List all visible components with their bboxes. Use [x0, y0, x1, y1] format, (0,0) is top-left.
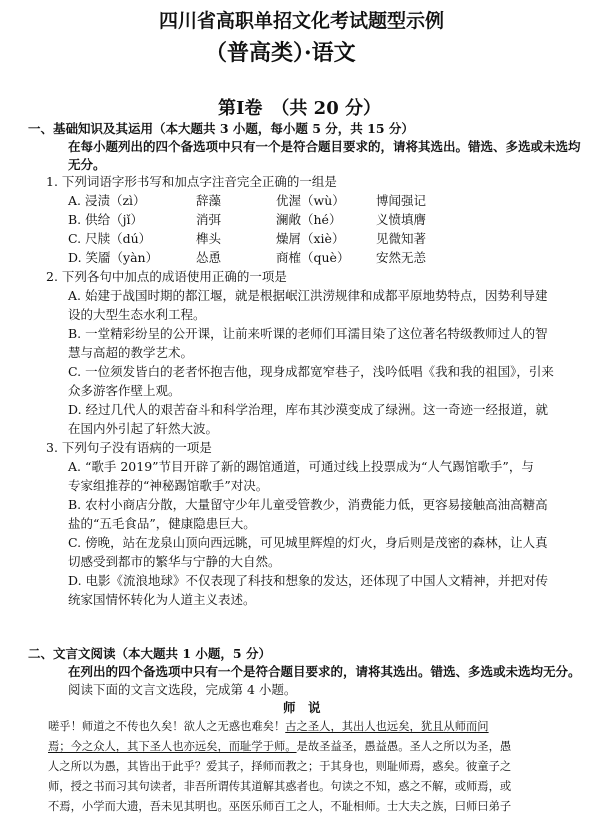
- underlined-passage-cont: 焉；今之众人，其下圣人也亦远矣，而耻学于师。: [48, 740, 297, 753]
- section2-instruction: 在列出的四个备选项中只有一个是符合题目要求的，请将其选出。错选、多选或未选均无分。: [68, 664, 581, 679]
- q1-option-c: C. 尺牍（dú）: [68, 231, 152, 246]
- q3-option-c: C. 傍晚，站在龙泉山顶向西远眺，可见城里辉煌的灯火，身后则是茂密的森林，让人真: [68, 535, 548, 550]
- section2-lead: 阅读下面的文言文选段，完成第 4 小题。: [68, 682, 297, 697]
- q2-option-c-cont: 众多游客作壁上观。: [68, 383, 181, 398]
- q1-option-a-word3: 优渥（wù）: [276, 193, 345, 208]
- q1-stem: 1. 下列词语字形书写和加点字注音完全正确的一组是: [46, 174, 337, 189]
- section1-heading: 一、基础知识及其运用（本大题共 3 小题，每小题 5 分，共 15 分）: [28, 121, 414, 136]
- essay-title: 师 说: [283, 700, 321, 715]
- q1-option-c-word2: 榫头: [196, 231, 222, 246]
- essay-line-1: 嗟乎！师道之不传也久矣！欲人之无惑也难矣！古之圣人，其出人也远矣，犹且从师而问: [48, 720, 489, 733]
- q1-option-d-word4: 安然无恙: [376, 250, 427, 265]
- essay-line-3: 人之所以为愚，其皆出于此乎？爱其子，择师而教之；于其身也，则耻师焉，惑矣。彼童子之: [48, 760, 512, 773]
- section1-instruction-cont: 无分。: [68, 157, 106, 172]
- q2-option-c: C. 一位须发皆白的老者怀抱吉他，现身成都宽窄巷子，浅吟低唱《我和我的祖国》，引来: [68, 364, 554, 379]
- q1-option-a-word2: 辞藻: [196, 193, 222, 208]
- exam-subtitle: （普高类）·语文: [205, 40, 356, 66]
- q1-option-b-word3: 澜敞（hé）: [276, 212, 342, 227]
- q1-option-a-word4: 博闻强记: [376, 193, 427, 208]
- q3-option-b: B. 农村小商店分散，大量留守少年儿童受管教少，消费能力低，更容易接触高油高糖高: [68, 497, 548, 512]
- q2-option-a: A. 始建于战国时期的都江堰，就是根据岷江洪涝规律和成都平原地势特点，因势利导建: [68, 288, 548, 303]
- section2-heading: 二、文言文阅读（本大题共 1 小题，5 分）: [28, 646, 271, 661]
- q1-option-a: A. 浸渍（zì）: [68, 193, 146, 208]
- q2-option-b-cont: 慧与高超的教学艺术。: [68, 345, 194, 360]
- section1-instruction: 在每小题列出的四个备选项中只有一个是符合题目要求的，请将其选出。错选、多选或未选均: [68, 139, 581, 154]
- q1-option-d-word2: 怂恿: [196, 250, 222, 265]
- essay-line-4: 师，授之书而习其句读者，非吾所谓传其道解其惑者也。句读之不知，惑之不解，或师焉，或: [48, 780, 512, 793]
- q1-option-c-word4: 见微知著: [376, 231, 427, 246]
- q1-option-c-word3: 燥屑（xiè）: [276, 231, 345, 246]
- q2-option-a-cont: 设的大型生态水利工程。: [68, 307, 206, 322]
- q1-option-b-word4: 义愤填膺: [376, 212, 427, 227]
- q1-option-d: D. 笑靥（yàn）: [68, 250, 159, 265]
- q3-option-a: A. “歌手 2019”节目开辟了新的踢馆通道，可通过线上投票成为“人气踢馆歌手”，与: [68, 459, 534, 474]
- volume-heading: 第Ⅰ卷 （共 20 分）: [218, 98, 382, 119]
- q2-option-d-cont: 在国内外引起了轩然大波。: [68, 421, 219, 436]
- underlined-passage: 古之圣人，其出人也远矣，犹且从师而问: [285, 720, 489, 733]
- q2-option-b: B. 一堂精彩纷呈的公开课，让前来听课的老师们耳濡目染了这位著名特级教师过人的智: [68, 326, 548, 341]
- essay-line-5: 不焉，小学而大遗，吾未见其明也。巫医乐师百工之人，不耻相师。士大夫之族，曰师曰弟子: [48, 800, 512, 813]
- q3-option-c-cont: 切感受到都市的繁华与宁静的大自然。: [68, 554, 281, 569]
- q3-stem: 3. 下列句子没有语病的一项是: [46, 440, 212, 455]
- q1-option-d-word3: 商榷（què）: [276, 250, 350, 265]
- q3-option-d: D. 电影《流浪地球》不仅表现了科技和想象的发达，还体现了中国人文精神，并把对传: [68, 573, 549, 588]
- essay-line-2: 焉；今之众人，其下圣人也亦远矣，而耻学于师。是故圣益圣，愚益愚。圣人之所以为圣，愚: [48, 740, 512, 753]
- q2-option-d: D. 经过几代人的艰苦奋斗和科学治理，库布其沙漠变成了绿洲。这一奇迹一经报道，就: [68, 402, 549, 417]
- q3-option-d-cont: 统家国情怀转化为人道主义表述。: [68, 592, 256, 607]
- exam-title: 四川省高职单招文化考试题型示例: [159, 10, 445, 32]
- q3-option-b-cont: 盐的“五毛食品”，健康隐患巨大。: [68, 516, 256, 531]
- q3-option-a-cont: 专家组推荐的“神秘踢馆歌手”对决。: [68, 478, 269, 493]
- q1-option-b-word2: 消弭: [196, 212, 222, 227]
- q2-stem: 2. 下列各句中加点的成语使用正确的一项是: [46, 269, 287, 284]
- q1-option-b: B. 供给（jǐ）: [68, 212, 144, 227]
